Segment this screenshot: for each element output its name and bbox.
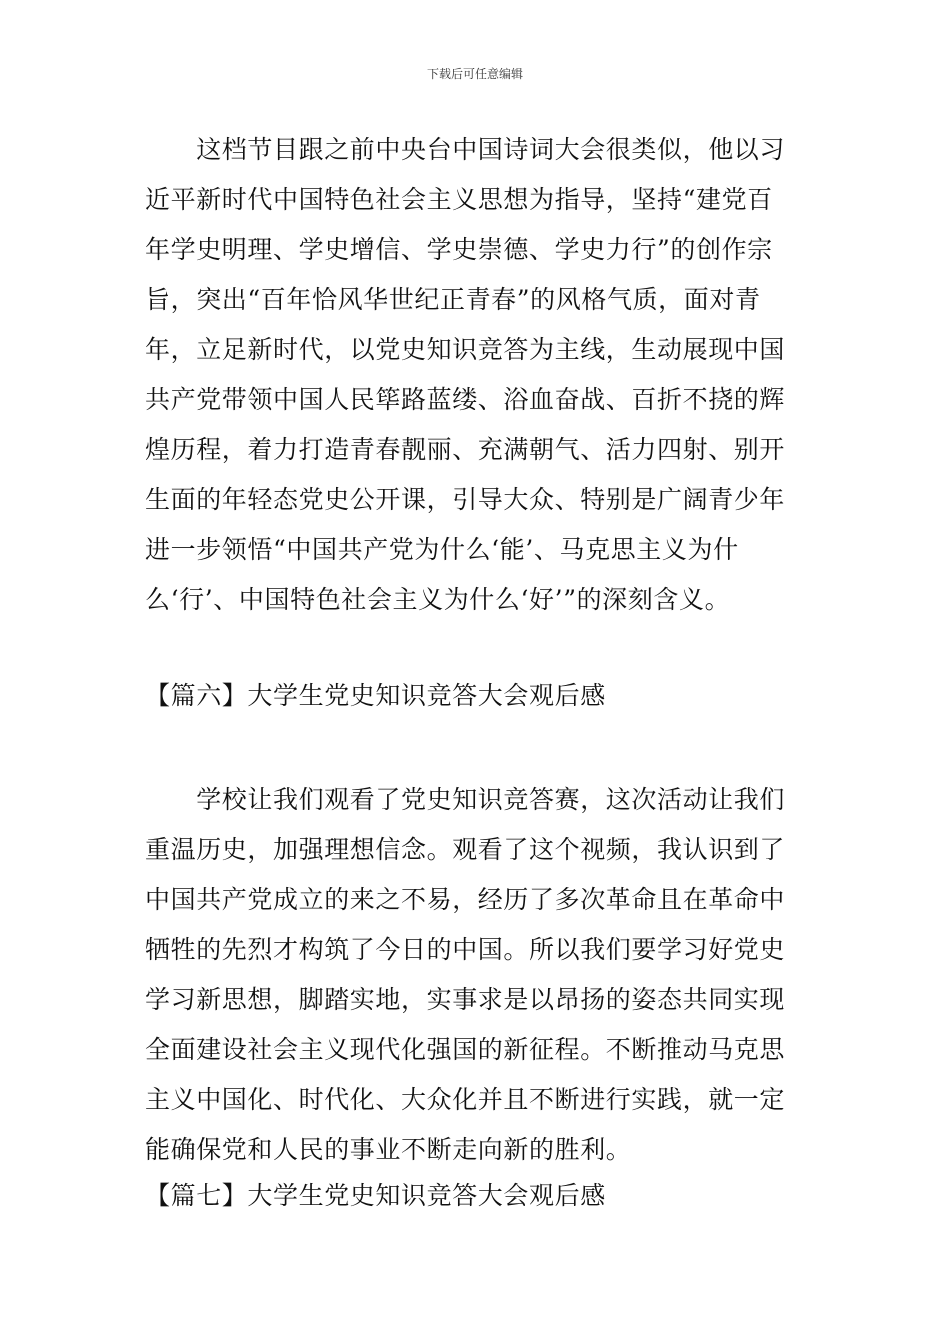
paragraph-line: 么‘行’、中国特色社会主义为什么‘好’”的深刻含义。 [145,585,731,614]
page-header: 下载后可任意编辑 [426,67,523,81]
paragraph-line: 共产党带领中国人民筚路蓝缕、浴血奋战、百折不挠的辉 [145,385,786,414]
section-heading-6: 【篇六】大学生党史知识竞答大会观后感 [145,681,606,710]
paragraph-line: 近平新时代中国特色社会主义思想为指导，坚持“建党百 [145,185,773,214]
paragraph-line: 生面的年轻态党史公开课，引导大众、特别是广阔青少年 [145,485,786,514]
paragraph-line: 牺牲的先烈才构筑了今日的中国。所以我们要学习好党史 [145,935,786,964]
paragraph-line: 学习新思想，脚踏实地，实事求是以昂扬的姿态共同实现 [145,985,786,1014]
paragraph-line: 学校让我们观看了党史知识竞答赛，这次活动让我们 [145,785,786,814]
paragraph-line: 这档节目跟之前中央台中国诗词大会很类似，他以习 [145,135,786,164]
paragraph-line: 中国共产党成立的来之不易，经历了多次革命且在革命中 [145,885,786,914]
paragraph-line: 重温历史，加强理想信念。观看了这个视频，我认识到了 [145,835,786,864]
paragraph-line: 能确保党和人民的事业不断走向新的胜利。 [145,1135,632,1164]
paragraph-line: 主义中国化、时代化、大众化并且不断进行实践，就一定 [145,1085,786,1114]
paragraph-line: 年学史明理、学史增信、学史崇德、学史力行”的创作宗 [145,235,773,264]
paragraph-line: 全面建设社会主义现代化强国的新征程。不断推动马克思 [145,1035,786,1064]
paragraph-line: 煌历程，着力打造青春靓丽、充满朝气、活力四射、别开 [145,435,786,464]
section-heading-7: 【篇七】大学生党史知识竞答大会观后感 [145,1181,606,1210]
paragraph-line: 旨，突出“百年恰风华世纪正青春”的风格气质，面对青 [145,285,761,314]
paragraph-line: 年，立足新时代，以党史知识竞答为主线，生动展现中国 [145,335,786,364]
paragraph-line: 进一步领悟“中国共产党为什么‘能’、马克思主义为什 [145,535,739,564]
